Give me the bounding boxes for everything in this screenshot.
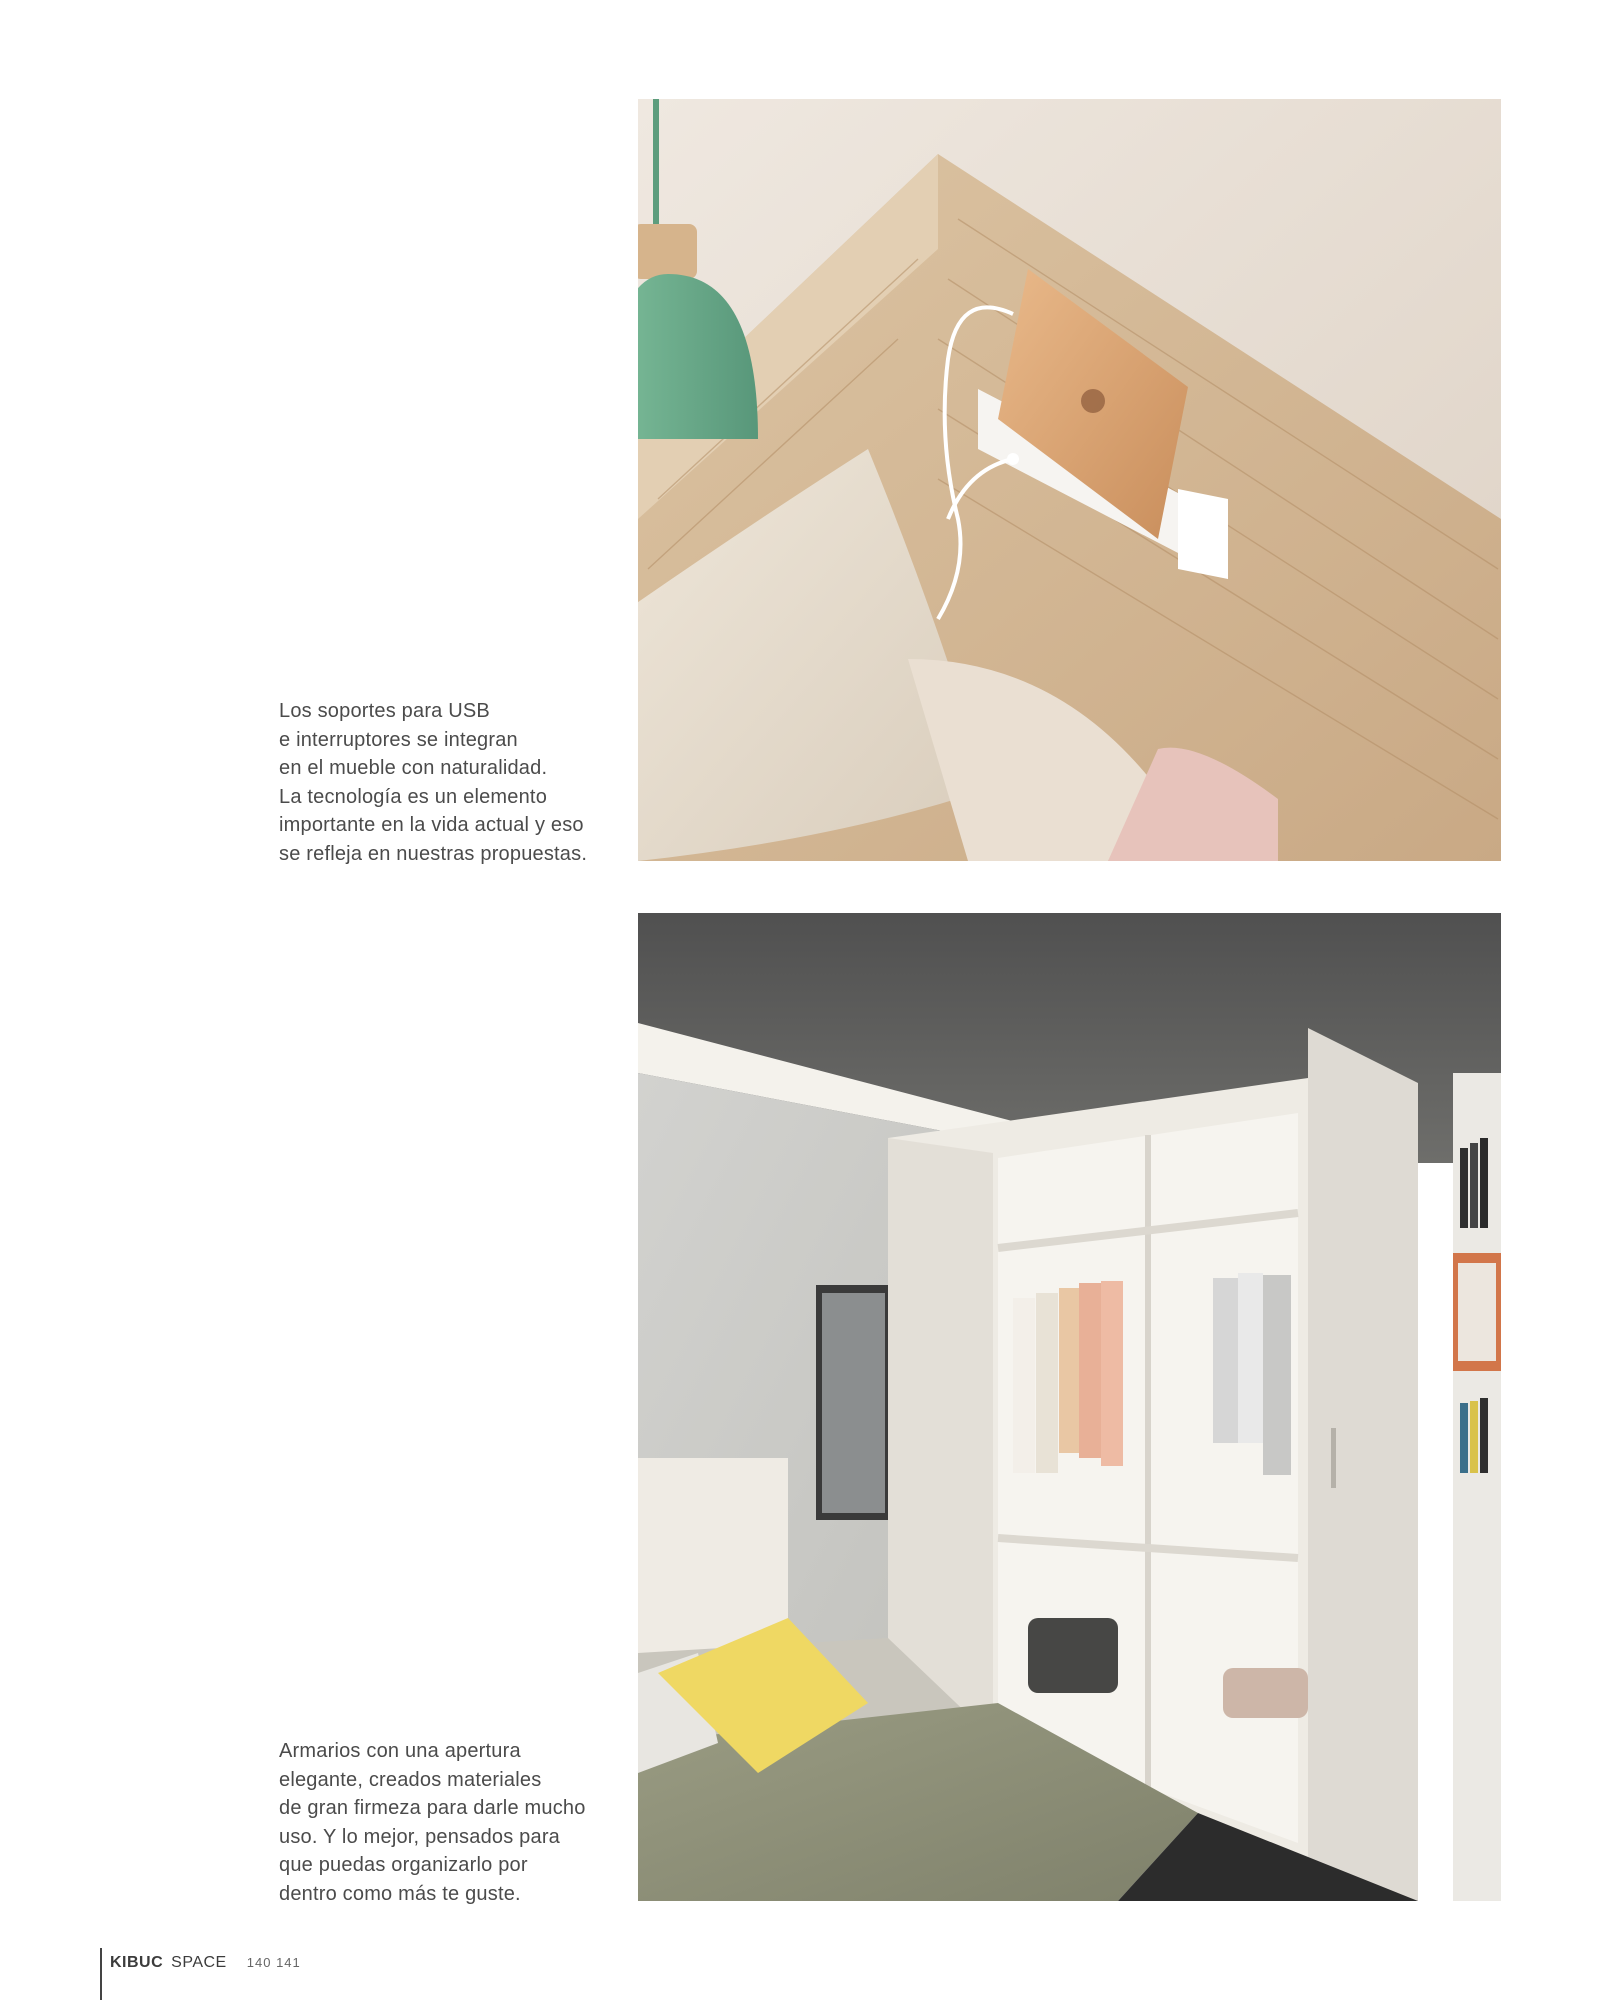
caption-line: que puedas organizarlo por — [279, 1854, 528, 1876]
caption-usb-supports — [279, 697, 619, 868]
caption-line: importante en la vida actual y eso — [279, 814, 584, 836]
headboard-tablet-photo — [638, 99, 1501, 861]
caption-wardrobes — [279, 1737, 619, 1908]
footer-brand — [110, 1954, 301, 1972]
collection-name: SPACE — [171, 1954, 227, 1971]
caption-line: La tecnología es un elemento — [279, 785, 548, 808]
caption-line: dentro como más te guste. — [279, 1882, 521, 1905]
caption-line: Los soportes para USB — [279, 700, 490, 722]
bedroom-wardrobe-photo — [638, 913, 1501, 1901]
page-numbers — [247, 1955, 301, 1970]
page-number-right: 141 — [276, 1955, 301, 1970]
caption-line: se refleja en nuestras propuestas. — [279, 842, 588, 865]
page-footer — [100, 1948, 301, 2000]
caption-line: uso. Y lo mejor, pensados para — [279, 1825, 560, 1848]
caption-line: elegante, creados materiales — [279, 1768, 542, 1791]
brand-name: KIBUC — [110, 1954, 164, 1971]
caption-line: Armarios con una apertura — [279, 1740, 521, 1762]
page-number-left: 140 — [246, 1955, 272, 1970]
caption-line: e interruptores se integran — [279, 728, 518, 751]
caption-line: de gran firmeza para darle mucho — [279, 1797, 586, 1819]
caption-line: en el mueble con naturalidad. — [279, 757, 548, 779]
